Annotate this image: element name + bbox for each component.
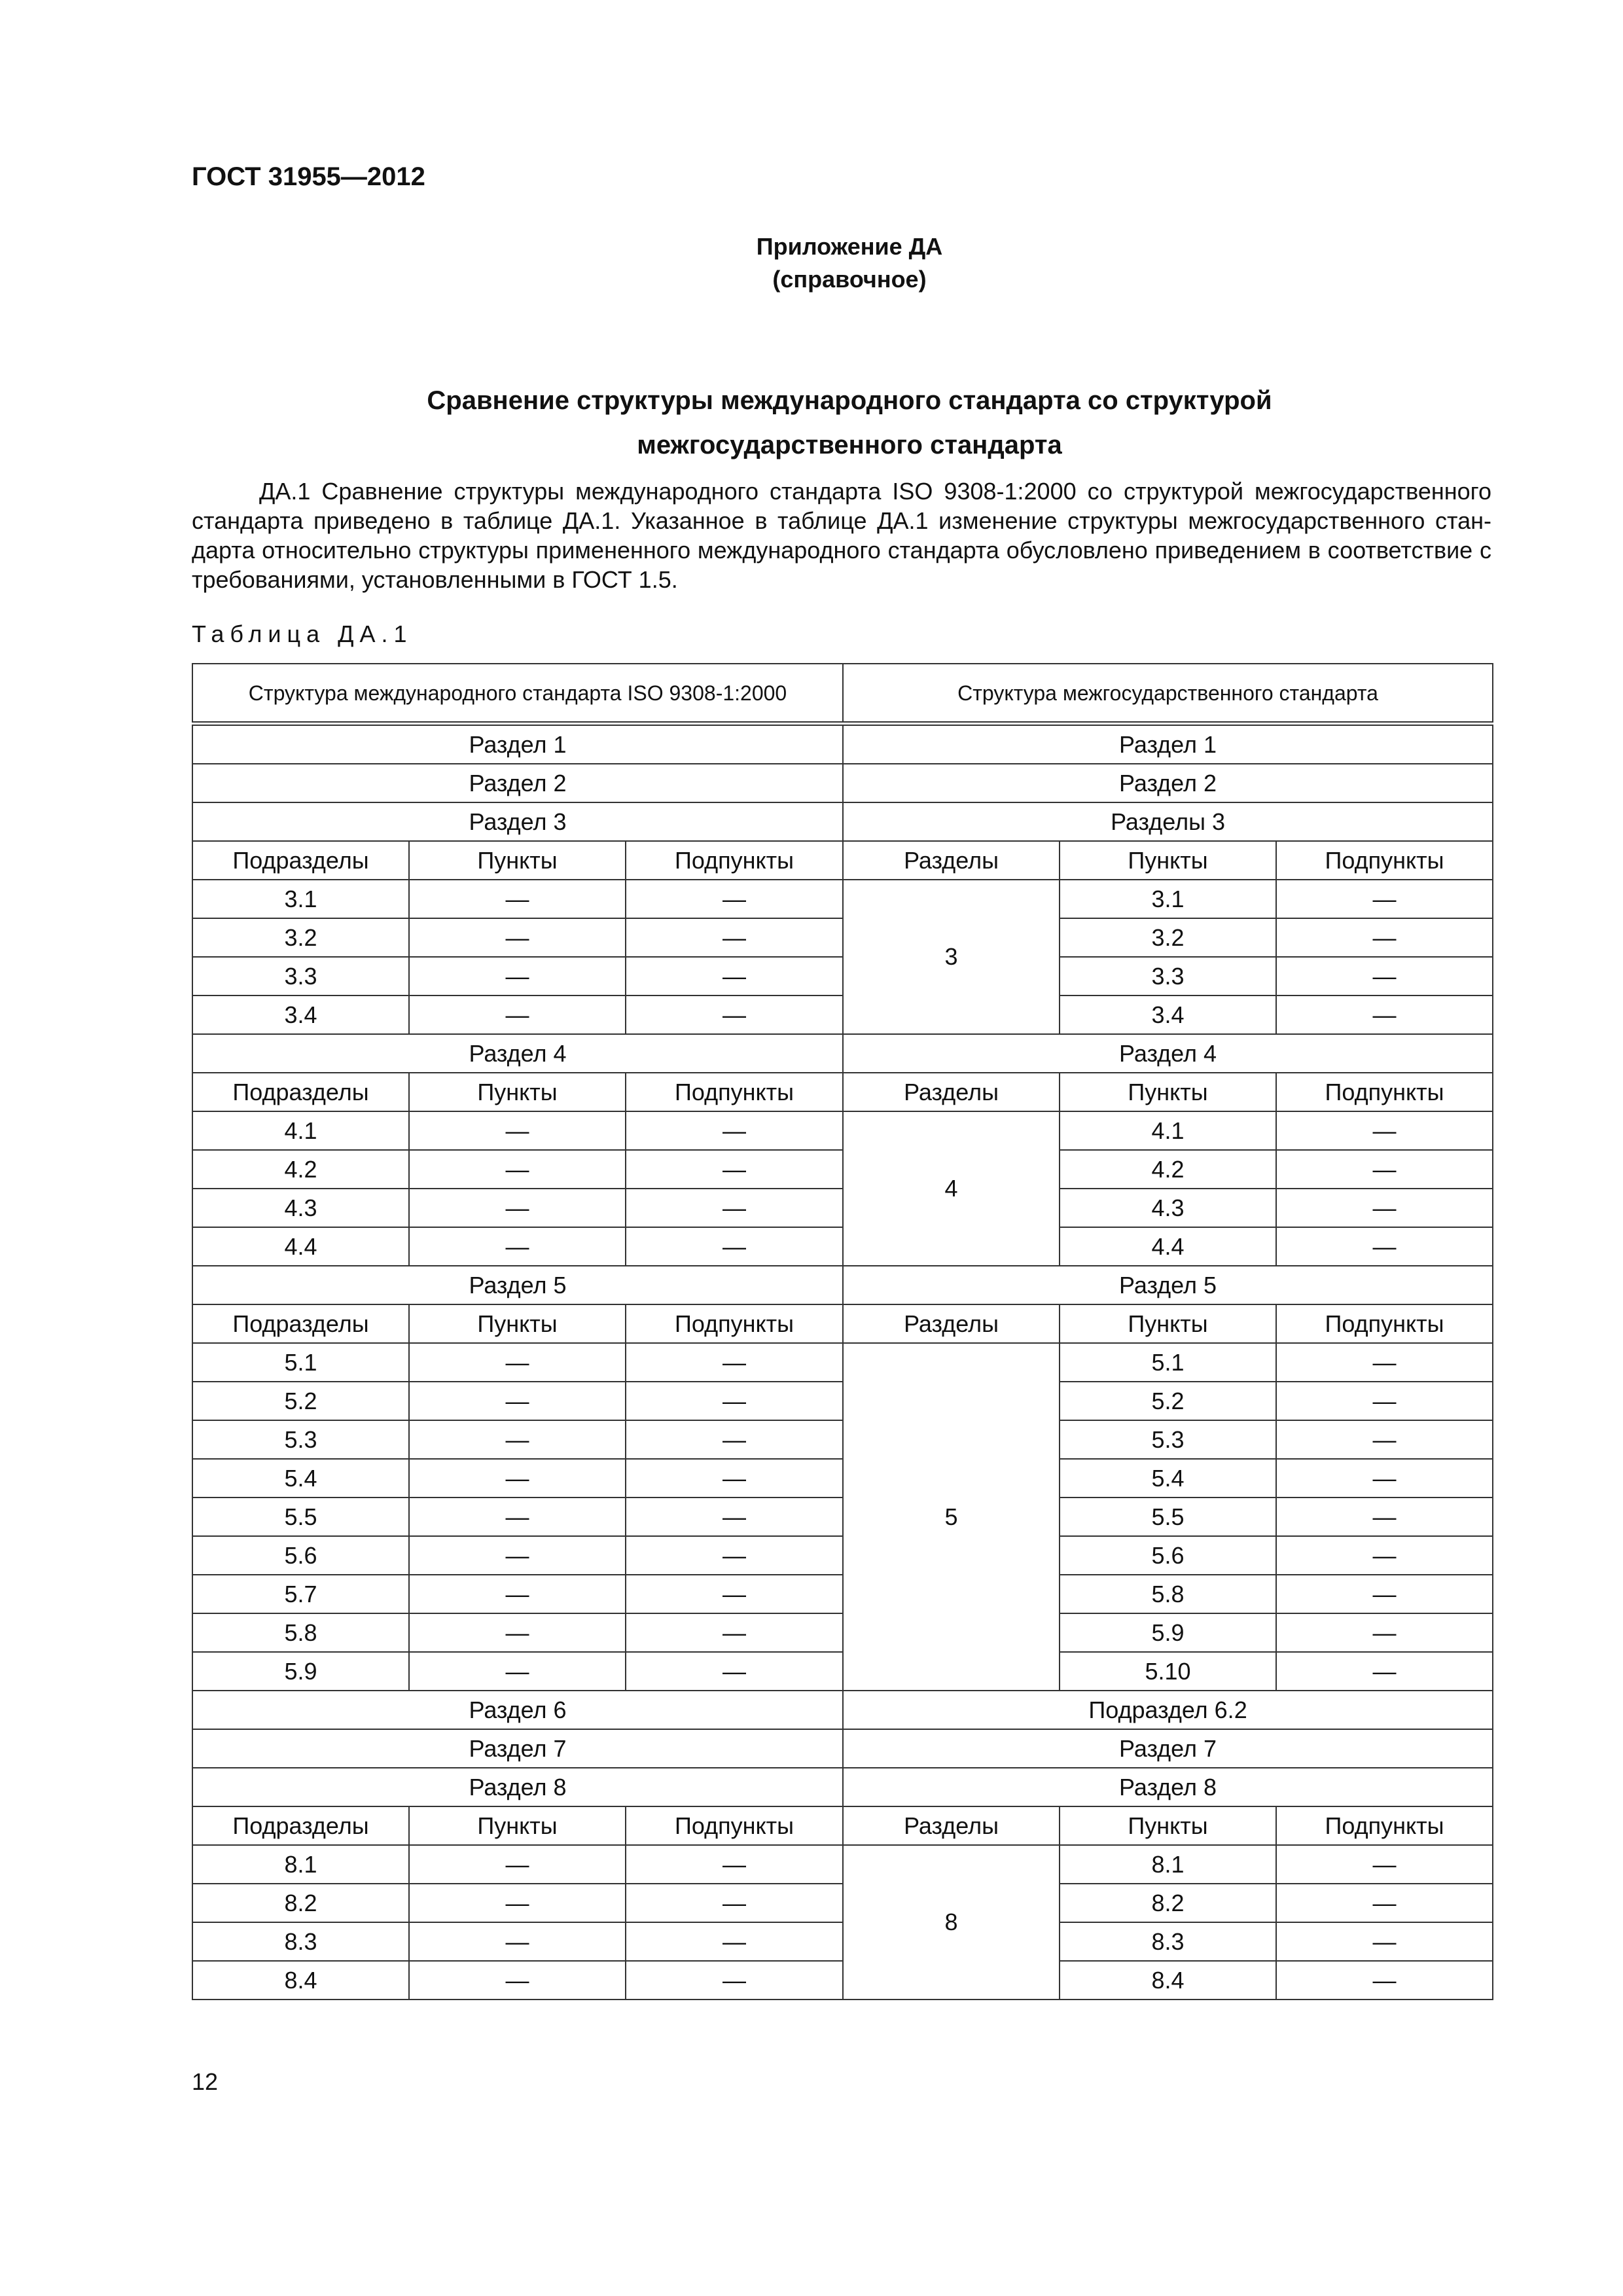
dash-cell: — bbox=[409, 1961, 626, 2000]
dash-cell: — bbox=[409, 1459, 626, 1498]
subsection-cell: 4.3 bbox=[192, 1189, 409, 1227]
section-row bbox=[192, 724, 1493, 764]
subsection-cell: 5.9 bbox=[192, 1652, 409, 1691]
clause-cell: 5.3 bbox=[1060, 1420, 1276, 1459]
section-cell-right: Раздел 8 bbox=[843, 1768, 1493, 1806]
table-row bbox=[192, 996, 1493, 1034]
section-cell-left: Раздел 2 bbox=[192, 764, 843, 802]
table-row bbox=[192, 1884, 1493, 1922]
clause-cell: 5.1 bbox=[1060, 1343, 1276, 1382]
table-row bbox=[192, 1343, 1493, 1382]
section-row bbox=[192, 1266, 1493, 1304]
clause-cell: 3.3 bbox=[1060, 957, 1276, 996]
section-row bbox=[192, 1768, 1493, 1806]
dash-cell: — bbox=[1276, 1382, 1493, 1420]
clause-cell: 5.10 bbox=[1060, 1652, 1276, 1691]
subsection-cell: 3.1 bbox=[192, 880, 409, 918]
subheader-cell: Подпункты bbox=[1276, 1304, 1493, 1343]
section-cell-right: Раздел 2 bbox=[843, 764, 1493, 802]
subsection-cell: 3.2 bbox=[192, 918, 409, 957]
dash-cell: — bbox=[409, 1382, 626, 1420]
dash-cell: — bbox=[409, 1884, 626, 1922]
dash-cell: — bbox=[626, 1382, 843, 1420]
table-row bbox=[192, 1961, 1493, 2000]
subheader-cell: Подразделы bbox=[192, 1073, 409, 1111]
dash-cell: — bbox=[1276, 1150, 1493, 1189]
dash-cell: — bbox=[626, 1343, 843, 1382]
page-number: 12 bbox=[192, 2068, 219, 2095]
subsection-cell: 4.4 bbox=[192, 1227, 409, 1266]
subheader-cell: Разделы bbox=[843, 1073, 1060, 1111]
section-cell-left: Раздел 7 bbox=[192, 1729, 843, 1768]
section-cell-right: Раздел 1 bbox=[843, 724, 1493, 764]
table-row bbox=[192, 1922, 1493, 1961]
dash-cell: — bbox=[626, 1459, 843, 1498]
subheader-cell: Разделы bbox=[843, 1304, 1060, 1343]
merged-section-cell: 3 bbox=[843, 880, 1060, 1034]
subsection-cell: 4.2 bbox=[192, 1150, 409, 1189]
dash-cell: — bbox=[626, 996, 843, 1034]
clause-cell: 8.1 bbox=[1060, 1845, 1276, 1884]
dash-cell: — bbox=[1276, 996, 1493, 1034]
dash-cell: — bbox=[626, 880, 843, 918]
dash-cell: — bbox=[409, 1189, 626, 1227]
subheader-cell: Пункты bbox=[409, 1073, 626, 1111]
dash-cell: — bbox=[1276, 1111, 1493, 1150]
dash-cell: — bbox=[409, 1613, 626, 1652]
dash-cell: — bbox=[409, 1652, 626, 1691]
clause-cell: 4.3 bbox=[1060, 1189, 1276, 1227]
section-cell-left: Раздел 1 bbox=[192, 724, 843, 764]
table-row bbox=[192, 1150, 1493, 1189]
dash-cell: — bbox=[1276, 1884, 1493, 1922]
table-row bbox=[192, 1652, 1493, 1691]
dash-cell: — bbox=[1276, 1536, 1493, 1575]
subsection-cell: 5.8 bbox=[192, 1613, 409, 1652]
section-row bbox=[192, 1691, 1493, 1729]
dash-cell: — bbox=[1276, 1845, 1493, 1884]
merged-section-cell: 5 bbox=[843, 1343, 1060, 1691]
dash-cell: — bbox=[1276, 880, 1493, 918]
dash-cell: — bbox=[1276, 1420, 1493, 1459]
table-row bbox=[192, 1111, 1493, 1150]
table-row bbox=[192, 1459, 1493, 1498]
table-row bbox=[192, 1420, 1493, 1459]
clause-cell: 8.3 bbox=[1060, 1922, 1276, 1961]
dash-cell: — bbox=[409, 1845, 626, 1884]
header-international-standard: Структура международного стандарта ISO 9308-1:2000 bbox=[192, 664, 843, 724]
table-row bbox=[192, 918, 1493, 957]
dash-cell: — bbox=[1276, 1189, 1493, 1227]
dash-cell: — bbox=[626, 1111, 843, 1150]
dash-cell: — bbox=[626, 1652, 843, 1691]
clause-cell: 4.1 bbox=[1060, 1111, 1276, 1150]
dash-cell: — bbox=[626, 1961, 843, 2000]
clause-cell: 8.4 bbox=[1060, 1961, 1276, 2000]
subheader-cell: Подпункты bbox=[626, 841, 843, 880]
subsection-cell: 3.4 bbox=[192, 996, 409, 1034]
dash-cell: — bbox=[409, 918, 626, 957]
appendix-heading bbox=[0, 230, 1623, 296]
appendix-subtitle: (справочное) bbox=[772, 266, 927, 293]
subheader-cell: Пункты bbox=[1060, 1304, 1276, 1343]
dash-cell: — bbox=[626, 1922, 843, 1961]
clause-cell: 5.2 bbox=[1060, 1382, 1276, 1420]
subheader-cell: Подпункты bbox=[1276, 841, 1493, 880]
dash-cell: — bbox=[626, 1845, 843, 1884]
table-row bbox=[192, 1227, 1493, 1266]
dash-cell: — bbox=[626, 1575, 843, 1613]
clause-cell: 3.2 bbox=[1060, 918, 1276, 957]
dash-cell: — bbox=[409, 1536, 626, 1575]
subheader-cell: Подпункты bbox=[1276, 1073, 1493, 1111]
subsection-cell: 5.2 bbox=[192, 1382, 409, 1420]
subheader-cell: Пункты bbox=[1060, 1806, 1276, 1845]
subheader-cell: Пункты bbox=[409, 841, 626, 880]
dash-cell: — bbox=[626, 1227, 843, 1266]
section-cell-right: Разделы 3 bbox=[843, 802, 1493, 841]
subheader-row bbox=[192, 841, 1493, 880]
subsection-cell: 5.7 bbox=[192, 1575, 409, 1613]
intro-paragraph-text: ДА.1 Сравнение структуры международного стандарта ISO 9308-1:2000 со структурой межгосударственного стандарта приведено в таблице ДА.1. Указанное в таблице ДА.1 изменение структуры межгосударственного стандарта относительно структуры примененного международного стандарта обусловлено приведением в соответствие с требованиями, установленными в ГОСТ 1.5. bbox=[192, 478, 1491, 593]
merged-section-cell: 8 bbox=[843, 1845, 1060, 2000]
clause-cell: 5.4 bbox=[1060, 1459, 1276, 1498]
subheader-row bbox=[192, 1073, 1493, 1111]
subheader-cell: Пункты bbox=[1060, 1073, 1276, 1111]
subheader-cell: Подразделы bbox=[192, 841, 409, 880]
dash-cell: — bbox=[1276, 1498, 1493, 1536]
subsection-cell: 5.6 bbox=[192, 1536, 409, 1575]
subheader-cell: Подпункты bbox=[1276, 1806, 1493, 1845]
clause-cell: 4.2 bbox=[1060, 1150, 1276, 1189]
table-row bbox=[192, 1382, 1493, 1420]
section-cell-left: Раздел 4 bbox=[192, 1034, 843, 1073]
dash-cell: — bbox=[409, 1111, 626, 1150]
section-cell-left: Раздел 5 bbox=[192, 1266, 843, 1304]
dash-cell: — bbox=[409, 1922, 626, 1961]
subheader-cell: Подпункты bbox=[626, 1073, 843, 1111]
table-row bbox=[192, 1845, 1493, 1884]
clause-cell: 8.2 bbox=[1060, 1884, 1276, 1922]
table-row bbox=[192, 1575, 1493, 1613]
intro-paragraph bbox=[192, 476, 1491, 594]
dash-cell: — bbox=[409, 957, 626, 996]
dash-cell: — bbox=[1276, 1922, 1493, 1961]
dash-cell: — bbox=[626, 1150, 843, 1189]
dash-cell: — bbox=[409, 1343, 626, 1382]
clause-cell: 4.4 bbox=[1060, 1227, 1276, 1266]
section-row bbox=[192, 1034, 1493, 1073]
subheader-cell: Пункты bbox=[1060, 841, 1276, 880]
dash-cell: — bbox=[1276, 1961, 1493, 2000]
dash-cell: — bbox=[626, 1536, 843, 1575]
subsection-cell: 8.1 bbox=[192, 1845, 409, 1884]
section-cell-left: Раздел 8 bbox=[192, 1768, 843, 1806]
dash-cell: — bbox=[1276, 1459, 1493, 1498]
clause-cell: 5.6 bbox=[1060, 1536, 1276, 1575]
table-row bbox=[192, 880, 1493, 918]
subsection-cell: 3.3 bbox=[192, 957, 409, 996]
subheader-cell: Подразделы bbox=[192, 1304, 409, 1343]
dash-cell: — bbox=[409, 1227, 626, 1266]
merged-section-cell: 4 bbox=[843, 1111, 1060, 1266]
table-row bbox=[192, 1189, 1493, 1227]
dash-cell: — bbox=[409, 1498, 626, 1536]
subsection-cell: 8.2 bbox=[192, 1884, 409, 1922]
dash-cell: — bbox=[1276, 1575, 1493, 1613]
header-interstate-standard: Структура межгосударственного стандарта bbox=[843, 664, 1493, 724]
dash-cell: — bbox=[409, 880, 626, 918]
section-cell-right: Раздел 4 bbox=[843, 1034, 1493, 1073]
subheader-row bbox=[192, 1304, 1493, 1343]
subsection-cell: 8.3 bbox=[192, 1922, 409, 1961]
section-row bbox=[192, 802, 1493, 841]
dash-cell: — bbox=[409, 1575, 626, 1613]
table-row bbox=[192, 1498, 1493, 1536]
subheader-cell: Подпункты bbox=[626, 1304, 843, 1343]
structure-comparison-table bbox=[192, 663, 1493, 2000]
subsection-cell: 8.4 bbox=[192, 1961, 409, 2000]
dash-cell: — bbox=[626, 957, 843, 996]
dash-cell: — bbox=[626, 1189, 843, 1227]
subsection-cell: 5.3 bbox=[192, 1420, 409, 1459]
clause-cell: 3.1 bbox=[1060, 880, 1276, 918]
section-title-line1: Сравнение структуры международного стандарта со структурой bbox=[427, 386, 1272, 415]
section-cell-right: Раздел 5 bbox=[843, 1266, 1493, 1304]
dash-cell: — bbox=[626, 1884, 843, 1922]
subsection-cell: 5.5 bbox=[192, 1498, 409, 1536]
section-cell-left: Раздел 6 bbox=[192, 1691, 843, 1729]
dash-cell: — bbox=[626, 918, 843, 957]
section-cell-left: Раздел 3 bbox=[192, 802, 843, 841]
subsection-cell: 4.1 bbox=[192, 1111, 409, 1150]
dash-cell: — bbox=[409, 996, 626, 1034]
table-caption: Таблица ДА.1 bbox=[192, 620, 413, 647]
subheader-cell: Разделы bbox=[843, 841, 1060, 880]
section-cell-right: Раздел 7 bbox=[843, 1729, 1493, 1768]
subheader-cell: Пункты bbox=[409, 1806, 626, 1845]
dash-cell: — bbox=[1276, 1343, 1493, 1382]
section-row bbox=[192, 764, 1493, 802]
dash-cell: — bbox=[626, 1420, 843, 1459]
subheader-cell: Подразделы bbox=[192, 1806, 409, 1845]
dash-cell: — bbox=[1276, 1227, 1493, 1266]
section-row bbox=[192, 1729, 1493, 1768]
dash-cell: — bbox=[626, 1498, 843, 1536]
clause-cell: 5.5 bbox=[1060, 1498, 1276, 1536]
table-row bbox=[192, 1536, 1493, 1575]
clause-cell: 5.8 bbox=[1060, 1575, 1276, 1613]
subsection-cell: 5.4 bbox=[192, 1459, 409, 1498]
table-row bbox=[192, 957, 1493, 996]
dash-cell: — bbox=[409, 1420, 626, 1459]
table-row bbox=[192, 1613, 1493, 1652]
dash-cell: — bbox=[1276, 1652, 1493, 1691]
appendix-title: Приложение ДА bbox=[756, 233, 943, 260]
section-title bbox=[0, 378, 1623, 467]
dash-cell: — bbox=[1276, 957, 1493, 996]
dash-cell: — bbox=[409, 1150, 626, 1189]
clause-cell: 3.4 bbox=[1060, 996, 1276, 1034]
section-cell-right: Подраздел 6.2 bbox=[843, 1691, 1493, 1729]
subheader-row bbox=[192, 1806, 1493, 1845]
document-code: ГОСТ 31955—2012 bbox=[192, 162, 425, 191]
clause-cell: 5.9 bbox=[1060, 1613, 1276, 1652]
subheader-cell: Подпункты bbox=[626, 1806, 843, 1845]
dash-cell: — bbox=[1276, 1613, 1493, 1652]
subheader-cell: Разделы bbox=[843, 1806, 1060, 1845]
dash-cell: — bbox=[626, 1613, 843, 1652]
subsection-cell: 5.1 bbox=[192, 1343, 409, 1382]
section-title-line2: межгосударственного стандарта bbox=[637, 431, 1062, 459]
dash-cell: — bbox=[1276, 918, 1493, 957]
table-header-row bbox=[192, 664, 1493, 724]
subheader-cell: Пункты bbox=[409, 1304, 626, 1343]
